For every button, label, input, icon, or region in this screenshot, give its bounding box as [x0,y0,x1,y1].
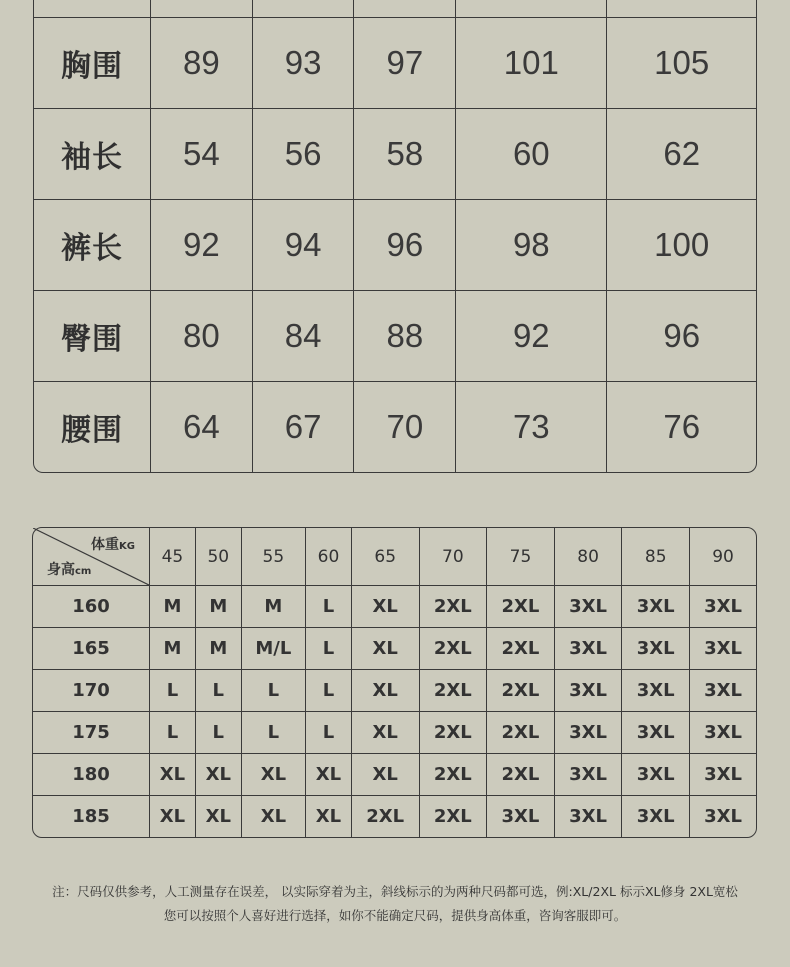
size-cell: 3XL [690,586,756,628]
corner-header [33,528,150,586]
size-cell: XL [352,670,420,712]
table-cell: 92 [151,199,253,290]
size-cell: 3XL [555,712,623,754]
table-row [33,796,756,837]
weight-header: 80 [555,528,623,586]
size-cell: XL [352,628,420,670]
size-cell: 2XL [487,628,555,670]
size-cell: L [306,712,352,754]
size-cell: 3XL [487,796,555,837]
size-cell: 2XL [487,712,555,754]
table-cell: 97 [354,17,456,108]
table-row-pants-length [34,199,756,290]
size-cell: 2XL [420,586,488,628]
table-cell: 84 [253,290,355,381]
weight-header: 85 [622,528,690,586]
table-cell: 89 [151,17,253,108]
table-row [33,754,756,796]
size-cell: 3XL [690,628,756,670]
table-row [33,628,756,670]
table-row [33,712,756,754]
table-cell: 58 [354,108,456,199]
table-cell [253,0,355,17]
height-cell: 185 [33,796,150,837]
table-cell: 76 [607,381,756,472]
size-cell: 2XL [420,628,488,670]
size-cell: XL [352,712,420,754]
size-cell: L [306,670,352,712]
size-cell: XL [352,754,420,796]
size-cell: 3XL [555,754,623,796]
size-cell: 3XL [622,670,690,712]
weight-header: 90 [690,528,756,586]
table-row-partial [34,0,756,17]
size-cell: L [196,712,242,754]
size-cell: L [150,670,196,712]
size-cell: 3XL [622,712,690,754]
size-cell: XL [242,754,306,796]
size-note [0,880,790,928]
note-line: 注：尺码仅供参考，人工测量存在误差， 以实际穿着为主，斜线标示的为两种尺码都可选，例:XL/2XL 标示XL修身 2XL宽松 [52,884,738,899]
size-cell: M [196,628,242,670]
table-cell: 94 [253,199,355,290]
height-cell: 180 [33,754,150,796]
size-cell: 3XL [622,796,690,837]
size-cell: XL [352,586,420,628]
size-cell: L [242,670,306,712]
size-cell: 3XL [622,754,690,796]
size-cell: XL [306,796,352,837]
height-cell: 175 [33,712,150,754]
weight-axis-label: 体重KG [91,537,135,553]
size-cell: L [196,670,242,712]
weight-header: 75 [487,528,555,586]
size-cell: XL [196,796,242,837]
table-cell [151,0,253,17]
table-cell: 105 [607,17,756,108]
weight-header: 60 [306,528,352,586]
table-cell: 56 [253,108,355,199]
table-cell: 96 [354,199,456,290]
size-cell: L [306,628,352,670]
table-row-sleeve [34,108,756,199]
row-label: 臀围 [34,290,151,381]
table-cell: 88 [354,290,456,381]
weight-header: 65 [352,528,420,586]
size-cell: 3XL [555,670,623,712]
table-row [33,586,756,628]
table-cell [456,0,607,17]
size-cell: M [150,586,196,628]
size-cell: M/L [242,628,306,670]
size-cell: 3XL [555,586,623,628]
table-cell: 70 [354,381,456,472]
height-cell: 170 [33,670,150,712]
size-cell: 2XL [487,670,555,712]
table-cell: 96 [607,290,756,381]
weight-header: 45 [150,528,196,586]
size-cell: 3XL [555,796,623,837]
table-cell: 100 [607,199,756,290]
table-cell [34,0,151,17]
size-cell: XL [150,754,196,796]
size-cell: XL [306,754,352,796]
table-cell: 60 [456,108,607,199]
size-cell: 3XL [690,712,756,754]
size-cell: 3XL [622,586,690,628]
row-label: 腰围 [34,381,151,472]
weight-header: 70 [420,528,488,586]
size-cell: 2XL [352,796,420,837]
table-cell: 92 [456,290,607,381]
size-cell: M [150,628,196,670]
table-cell: 67 [253,381,355,472]
size-cell: 2XL [420,712,488,754]
note-line: 您可以按照个人喜好进行选择，如你不能确定尺码，提供身高体重，咨询客服即可。 [163,908,627,923]
weight-header: 50 [196,528,242,586]
table-cell: 93 [253,17,355,108]
size-recommendation-table [32,527,757,838]
size-cell: L [306,586,352,628]
size-cell: 3XL [555,628,623,670]
table-row-hip [34,290,756,381]
table-cell: 54 [151,108,253,199]
size-cell: L [242,712,306,754]
table-cell: 98 [456,199,607,290]
table-row-waist [34,381,756,472]
table-cell: 101 [456,17,607,108]
row-label: 胸围 [34,17,151,108]
table-row-chest [34,17,756,108]
height-cell: 160 [33,586,150,628]
weight-header-row [33,528,756,586]
height-axis-label: 身高cm [47,562,92,578]
size-cell: XL [242,796,306,837]
size-cell: 2XL [420,796,488,837]
table-row [33,670,756,712]
size-cell: 3XL [690,670,756,712]
table-cell: 64 [151,381,253,472]
size-cell: 3XL [622,628,690,670]
size-cell: L [150,712,196,754]
size-cell: XL [150,796,196,837]
height-cell: 165 [33,628,150,670]
size-cell: 2XL [487,586,555,628]
size-cell: 2XL [487,754,555,796]
size-cell: M [196,586,242,628]
size-cell: M [242,586,306,628]
table-cell: 80 [151,290,253,381]
row-label: 裤长 [34,199,151,290]
size-cell: 2XL [420,670,488,712]
size-cell: 3XL [690,754,756,796]
size-cell: XL [196,754,242,796]
table-cell [607,0,756,17]
row-label: 袖长 [34,108,151,199]
size-cell: 3XL [704,806,742,827]
size-cell: 2XL [420,754,488,796]
table-cell: 73 [456,381,607,472]
weight-header: 55 [242,528,306,586]
table-cell: 62 [607,108,756,199]
measurement-table [33,0,757,473]
table-cell [354,0,456,17]
